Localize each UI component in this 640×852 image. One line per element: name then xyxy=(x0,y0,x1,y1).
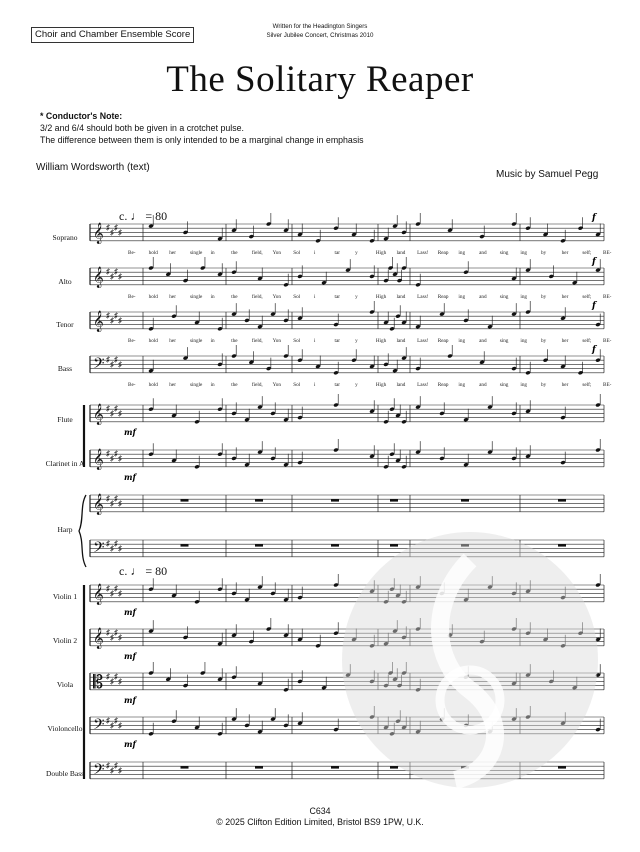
lyric-syllable: tar xyxy=(334,382,341,388)
key-sharp-viola: ♯ xyxy=(110,677,114,686)
lyric-syllable: ing xyxy=(458,382,466,388)
lyric-syllable: self; xyxy=(582,250,592,256)
lyric-syllable: Sol xyxy=(293,294,301,300)
lyric-syllable: ing xyxy=(458,338,466,344)
lyric-syllable: single xyxy=(189,338,203,344)
key-sharp-harp-upper: ♯ xyxy=(110,499,114,508)
lyric-syllable: field, xyxy=(251,338,263,344)
lyric-syllable: Be- xyxy=(128,338,136,344)
key-sharp-violin-2: ♯ xyxy=(118,633,122,642)
lyric-syllable: Sol xyxy=(293,250,301,256)
key-sharp-harp-lower: ♯ xyxy=(114,539,118,548)
clef-double-bass: 𝄢 xyxy=(93,761,105,782)
whole-rest-harp-lower xyxy=(558,544,566,546)
lyric-syllable: Be- xyxy=(128,382,136,388)
dynamic-forte: f xyxy=(592,213,596,223)
lyric-syllable: her xyxy=(561,250,569,256)
key-sharp-bass: ♯ xyxy=(114,355,118,364)
lyric-syllable: hold xyxy=(148,250,158,256)
whole-rest-double-bass xyxy=(558,766,566,768)
conductor-note-line-1: 3/2 and 6/4 should both be given in a crotchet pulse. xyxy=(40,123,244,133)
dynamic-mezzo-forte: mf xyxy=(124,427,136,437)
clef-violoncello: 𝄢 xyxy=(93,716,105,737)
lyric-syllable: Lass! xyxy=(417,250,429,256)
lyric-syllable: Be- xyxy=(128,250,136,256)
dynamic-forte: f xyxy=(592,345,596,355)
lyric-syllable: field, xyxy=(251,382,263,388)
lyric-syllable: Be- xyxy=(128,294,136,300)
whole-rest-harp-lower xyxy=(255,544,263,546)
instrument-label-soprano: Soprano xyxy=(52,233,78,242)
lyric-syllable: High xyxy=(375,250,387,256)
key-sharp-harp-upper: ♯ xyxy=(114,494,118,503)
lyric-syllable: High xyxy=(375,382,387,388)
whole-rest-harp-upper xyxy=(461,499,469,501)
lyric-syllable: her xyxy=(169,294,176,300)
key-sharp-tenor: ♯ xyxy=(106,311,110,320)
lyric-syllable: ing xyxy=(520,338,528,344)
whole-rest-harp-lower xyxy=(461,544,469,546)
dedication-line-1: Written for the Headington Singers xyxy=(272,23,368,30)
lyric-syllable: High xyxy=(375,338,387,344)
harp-brace xyxy=(79,495,86,567)
lyric-syllable: Reap xyxy=(437,382,449,388)
key-sharp-viola: ♯ xyxy=(106,672,110,681)
catalog-number: C634 xyxy=(309,806,331,816)
lyric-syllable: in xyxy=(210,294,215,300)
key-sharp-violin-2: ♯ xyxy=(110,633,114,642)
lyric-syllable: sing xyxy=(499,250,509,256)
lyric-syllable: by xyxy=(541,250,547,256)
key-sharp-tenor: ♯ xyxy=(118,316,122,325)
lyric-syllable: and xyxy=(479,294,487,300)
instrument-label-flute: Flute xyxy=(57,415,73,424)
key-sharp-bass: ♯ xyxy=(110,360,114,369)
lyric-syllable: by xyxy=(541,382,547,388)
lyric-syllable: ing xyxy=(520,382,528,388)
key-sharp-violin-1: ♯ xyxy=(110,589,114,598)
lyric-syllable: the xyxy=(231,294,238,300)
lyric-syllable: BE- xyxy=(603,382,612,388)
key-sharp-violoncello: ♯ xyxy=(114,716,118,725)
lyric-syllable: and xyxy=(479,338,487,344)
whole-rest-harp-lower xyxy=(331,544,339,546)
instrument-label-clarinet: Clarinet in A xyxy=(45,459,85,468)
lyric-syllable: land xyxy=(396,382,406,388)
whole-rest-harp-upper xyxy=(255,499,263,501)
lyric-syllable: and xyxy=(479,250,487,256)
lyric-syllable: BE- xyxy=(603,294,612,300)
lyric-syllable: y xyxy=(355,382,358,388)
instrument-label-violoncello: Violoncello xyxy=(47,724,83,733)
whole-rest-double-bass xyxy=(390,766,398,768)
lyric-syllable: in xyxy=(210,250,215,256)
lyric-syllable: ing xyxy=(458,294,466,300)
clef-soprano: 𝄞 xyxy=(93,223,104,244)
whole-rest-harp-lower xyxy=(390,544,398,546)
key-sharp-bass: ♯ xyxy=(106,355,110,364)
key-sharp-alto: ♯ xyxy=(114,267,118,276)
key-sharp-clarinet: ♯ xyxy=(114,449,118,458)
whole-rest-double-bass xyxy=(461,766,469,768)
lyric-syllable: High xyxy=(375,294,387,300)
whole-rest-double-bass xyxy=(255,766,263,768)
lyric-syllable: y xyxy=(355,294,358,300)
lyric-syllable: i xyxy=(313,250,316,256)
key-sharp-alto: ♯ xyxy=(118,272,122,281)
lyric-syllable: Yon xyxy=(272,338,281,344)
clef-violin-2: 𝄞 xyxy=(93,628,104,649)
key-sharp-violin-2: ♯ xyxy=(114,628,118,637)
key-sharp-tenor: ♯ xyxy=(114,311,118,320)
whole-rest-harp-upper xyxy=(181,499,189,501)
lyric-syllable: in xyxy=(210,338,215,344)
key-sharp-bass: ♯ xyxy=(118,360,122,369)
key-sharp-clarinet: ♯ xyxy=(118,454,122,463)
instrument-label-double-bass: Double Bass xyxy=(45,769,85,778)
clef-alto: 𝄞 xyxy=(93,267,104,288)
whole-rest-harp-upper xyxy=(390,499,398,501)
lyric-syllable: sing xyxy=(499,338,509,344)
key-sharp-soprano: ♯ xyxy=(118,228,122,237)
key-sharp-double-bass: ♯ xyxy=(106,761,110,770)
key-sharp-harp-lower: ♯ xyxy=(110,544,114,553)
lyric-syllable: tar xyxy=(334,338,341,344)
key-sharp-alto: ♯ xyxy=(110,272,114,281)
lyric-syllable: Reap xyxy=(437,338,449,344)
clef-viola: 𝄡 xyxy=(93,672,104,693)
key-sharp-double-bass: ♯ xyxy=(118,766,122,775)
lyric-syllable: self; xyxy=(582,294,592,300)
dynamic-mezzo-forte: mf xyxy=(124,607,136,617)
key-sharp-viola: ♯ xyxy=(114,672,118,681)
key-sharp-soprano: ♯ xyxy=(114,223,118,232)
lyric-syllable: Sol xyxy=(293,338,301,344)
lyric-syllable: ing xyxy=(458,250,466,256)
key-sharp-violoncello: ♯ xyxy=(110,721,114,730)
lyric-syllable: field, xyxy=(251,294,263,300)
lyric-syllable: her xyxy=(561,338,569,344)
key-sharp-soprano: ♯ xyxy=(110,228,114,237)
lyric-syllable: BE- xyxy=(603,250,612,256)
key-sharp-violin-1: ♯ xyxy=(106,584,110,593)
lyric-syllable: Sol xyxy=(293,382,301,388)
key-sharp-flute: ♯ xyxy=(118,409,122,418)
score-title: The Solitary Reaper xyxy=(166,59,474,100)
lyric-syllable: hold xyxy=(148,294,158,300)
lyric-syllable: ing xyxy=(520,250,528,256)
lyric-syllable: Lass! xyxy=(417,338,429,344)
clef-clarinet: 𝄞 xyxy=(93,449,104,470)
clef-bass: 𝄢 xyxy=(93,355,105,376)
instrument-label-bass: Bass xyxy=(57,364,73,373)
lyric-syllable: the xyxy=(231,250,238,256)
lyric-syllable: sing xyxy=(499,294,509,300)
lyric-syllable: by xyxy=(541,338,547,344)
lyric-syllable: land xyxy=(396,338,406,344)
key-sharp-harp-lower: ♯ xyxy=(118,544,122,553)
lyric-syllable: by xyxy=(541,294,547,300)
lyric-syllable: the xyxy=(231,382,238,388)
conductor-note-line-2: The difference between them is only intended to be a marginal change in emphasis xyxy=(40,135,364,145)
lyric-syllable: Reap xyxy=(437,250,449,256)
whole-rest-harp-upper xyxy=(558,499,566,501)
clef-harp-upper: 𝄞 xyxy=(93,494,104,515)
key-sharp-violin-1: ♯ xyxy=(118,589,122,598)
lyric-syllable: i xyxy=(313,338,316,344)
lyric-syllable: y xyxy=(355,338,358,344)
instrument-label-violin-2: Violin 2 xyxy=(52,636,78,645)
lyric-syllable: Lass! xyxy=(417,294,429,300)
key-sharp-double-bass: ♯ xyxy=(110,766,114,775)
lyric-syllable: the xyxy=(231,338,238,344)
lyric-syllable: i xyxy=(313,294,316,300)
lyric-syllable: tar xyxy=(334,250,341,256)
lyric-syllable: i xyxy=(313,382,316,388)
lyric-syllable: BE- xyxy=(603,338,612,344)
tempo-marking-strings: c. ♩ = 80 xyxy=(119,564,168,578)
dynamic-mezzo-forte: mf xyxy=(124,472,136,482)
instrument-label-harp: Harp xyxy=(57,525,73,534)
lyric-syllable: hold xyxy=(148,338,158,344)
lyric-syllable: her xyxy=(169,250,176,256)
edition-badge: Choir and Chamber Ensemble Score xyxy=(31,27,194,43)
whole-rest-double-bass xyxy=(181,766,189,768)
copyright-notice: © 2025 Clifton Edition Limited, Bristol BS9 1PW, U.K. xyxy=(216,817,424,827)
lyric-syllable: her xyxy=(169,338,176,344)
footer xyxy=(0,806,640,828)
lyric-syllable: Yon xyxy=(272,382,281,388)
lyric-syllable: self; xyxy=(582,338,592,344)
dynamic-forte: f xyxy=(592,301,596,311)
lyric-syllable: her xyxy=(169,382,176,388)
lyric-syllable: Yon xyxy=(272,294,281,300)
lyric-syllable: tar xyxy=(334,294,341,300)
dedication-line-2: Silver Jubilee Concert, Christmas 2010 xyxy=(266,31,374,39)
conductor-note-heading: * Conductor's Note: xyxy=(40,111,123,121)
lyric-syllable: her xyxy=(561,294,569,300)
whole-rest-harp-lower xyxy=(181,544,189,546)
lyric-syllable: land xyxy=(396,250,406,256)
dynamic-mezzo-forte: mf xyxy=(124,739,136,749)
whole-rest-double-bass xyxy=(331,766,339,768)
key-sharp-violin-1: ♯ xyxy=(114,584,118,593)
lyric-syllable: ing xyxy=(520,294,528,300)
key-sharp-violin-2: ♯ xyxy=(106,628,110,637)
composer-credit: Music by Samuel Pegg xyxy=(496,169,599,180)
instrument-label-tenor: Tenor xyxy=(56,320,74,329)
clef-tenor: 𝄞 xyxy=(93,311,104,332)
instrument-label-alto: Alto xyxy=(58,277,72,286)
clef-harp-lower: 𝄢 xyxy=(93,539,105,560)
key-sharp-viola: ♯ xyxy=(118,677,122,686)
lyric-syllable: in xyxy=(210,382,215,388)
key-sharp-clarinet: ♯ xyxy=(110,454,114,463)
instrument-label-violin-1: Violin 1 xyxy=(52,592,78,601)
lyric-syllable: field, xyxy=(251,250,263,256)
lyric-syllable: single xyxy=(189,250,203,256)
lyric-syllable: and xyxy=(479,382,487,388)
lyric-syllable: self; xyxy=(582,382,592,388)
instrument-label-viola: Viola xyxy=(56,680,74,689)
key-sharp-harp-upper: ♯ xyxy=(118,499,122,508)
key-sharp-flute: ♯ xyxy=(110,409,114,418)
clef-violin-1: 𝄞 xyxy=(93,584,104,605)
lyric-syllable: hold xyxy=(148,382,158,388)
lyric-syllable: y xyxy=(355,250,358,256)
dynamic-forte: f xyxy=(592,257,596,267)
key-sharp-flute: ♯ xyxy=(114,404,118,413)
key-sharp-double-bass: ♯ xyxy=(114,761,118,770)
clef-flute: 𝄞 xyxy=(93,404,104,425)
key-sharp-soprano: ♯ xyxy=(106,223,110,232)
lyric-syllable: single xyxy=(189,382,203,388)
key-sharp-tenor: ♯ xyxy=(110,316,114,325)
lyric-syllable: land xyxy=(396,294,406,300)
whole-rest-harp-upper xyxy=(331,499,339,501)
lyric-syllable: Lass! xyxy=(417,382,429,388)
dynamic-mezzo-forte: mf xyxy=(124,651,136,661)
key-sharp-violoncello: ♯ xyxy=(118,721,122,730)
lyric-syllable: single xyxy=(189,294,203,300)
key-sharp-alto: ♯ xyxy=(106,267,110,276)
key-sharp-flute: ♯ xyxy=(106,404,110,413)
key-sharp-violoncello: ♯ xyxy=(106,716,110,725)
lyric-syllable: Reap xyxy=(437,294,449,300)
key-sharp-harp-upper: ♯ xyxy=(106,494,110,503)
text-author: William Wordsworth (text) xyxy=(36,162,150,173)
tempo-marking-top: c. ♩ = 80 xyxy=(119,209,168,223)
lyric-syllable: Yon xyxy=(272,250,281,256)
dynamic-mezzo-forte: mf xyxy=(124,695,136,705)
key-sharp-harp-lower: ♯ xyxy=(106,539,110,548)
key-sharp-clarinet: ♯ xyxy=(106,449,110,458)
lyric-syllable: sing xyxy=(499,382,509,388)
lyric-syllable: her xyxy=(561,382,569,388)
